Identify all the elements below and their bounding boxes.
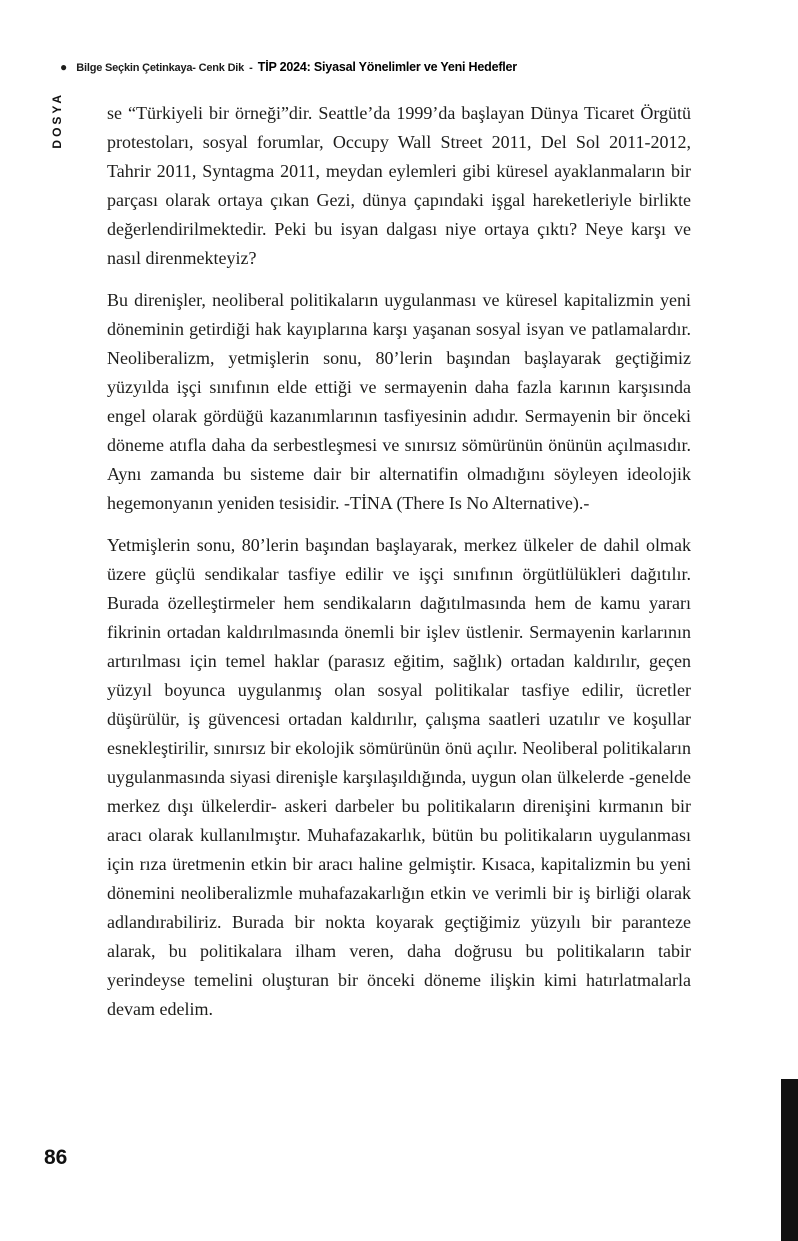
page-number: 86 <box>44 1146 68 1169</box>
section-edge-tab <box>781 1079 798 1241</box>
header-authors: Bilge Seçkin Çetinkaya- Cenk Dik <box>76 62 245 74</box>
body-paragraph: Yetmişlerin sonu, 80’lerin başından başlayarak, merkez ülkeler de dahil olmak üzere güçlü sendikalar tasfiye edilir ve işçi sınıfının örgütlülükleri dağıtılır. Burada özelleştirmeler hem sendikaların dağıtılmasında hem de kamu yararı fikrinin ortadan kaldırılmasında önemli bir işlev üstlenir. Sermayenin karlarının artırılması için temel haklar (parasız eğitim, sağlık) ortadan kaldırılır, geçen yüzyıl boyunca uygulanmış olan sosyal politikalar tasfiye edilir, ücretler düşürülür, iş güvencesi ortadan kaldırılır, çalışma saatleri uzatılır ve koşullar esnekleştirilir, sınırsız bir ekolojik sömürünün önü açılır. Neoliberal politikaların uygulanmasında siyasi direnişle karşılaşıldığında, uygun olan ülkelerde -genelde merkez dışı ülkelerdir- askeri darbeler bu politikaların direnişini kırmanın bir aracı olarak kullanılmıştır. Muhafazakarlık, bütün bu politikaların uygulanması için rıza üretmenin etkin bir aracı haline gelmiştir. Kısaca, kapitalizmin bu yeni dönemini neoliberalizmle muhafazakarlığın etkin ve verimli bir iş birliği olarak adlandırabiliriz. Burada bir nokta koyarak geçtiğimiz yüzyılı bir paranteze alarak, bu politikalara ilham veren, daha doğrusu bu politikaların tabir yerindeyse temelini oluşturan bir önceki döneme ilişkin kimi hatırlatmalarla devam edelim. <box>107 535 691 1019</box>
body-paragraph: Bu direnişler, neoliberal politikaların uygulanması ve küresel kapitalizmin yeni döneminin getirdiği hak kayıplarına karşı yaşanan sosyal isyan ve patlamalardır. Neoliberalizm, yetmişlerin sonu, 80’lerin başından başlayarak geçtiğimiz yüzyılda işçi sınıfının elde ettiği ve sermayenin daha fazla karının karşısında engel olarak gördüğü kazanımlarının tasfiyesinin adıdır. Sermayenin bir önceki döneme atıfla daha da serbestleşmesi ve sınırsız sömürünün önünün açılmasıdır. Aynı zamanda bu sisteme dair bir alternatifin olmadığını söyleyen ideolojik hegemonyanın yeniden tesisidir. -TİNA (There Is No Alternative).- <box>107 290 691 513</box>
header-separator: - <box>249 62 253 74</box>
bullet-icon: ● <box>60 60 68 74</box>
body-text <box>107 99 691 1024</box>
header-title: TİP 2024: Siyasal Yönelimler ve Yeni Hedefler <box>257 60 517 74</box>
running-header <box>60 60 517 74</box>
section-label-vertical: DOSYA <box>50 92 64 149</box>
body-paragraph: se “Türkiyeli bir örneği”dir. Seattle’da 1999’da başlayan Dünya Ticaret Örgütü protestoları, sosyal forumlar, Occupy Wall Street 2011, Del Sol 2011-2012, Tahrir 2011, Syntagma 2011, meydan eylemleri gibi küresel ayaklanmaların bir parçası olarak ortaya çıkan Gezi, dünya çapındaki işgal hareketleriyle birlikte değerlendirilmektedir. Peki bu isyan dalgası niye ortaya çıktı? Neye karşı ve nasıl direnmekteyiz? <box>107 103 691 268</box>
